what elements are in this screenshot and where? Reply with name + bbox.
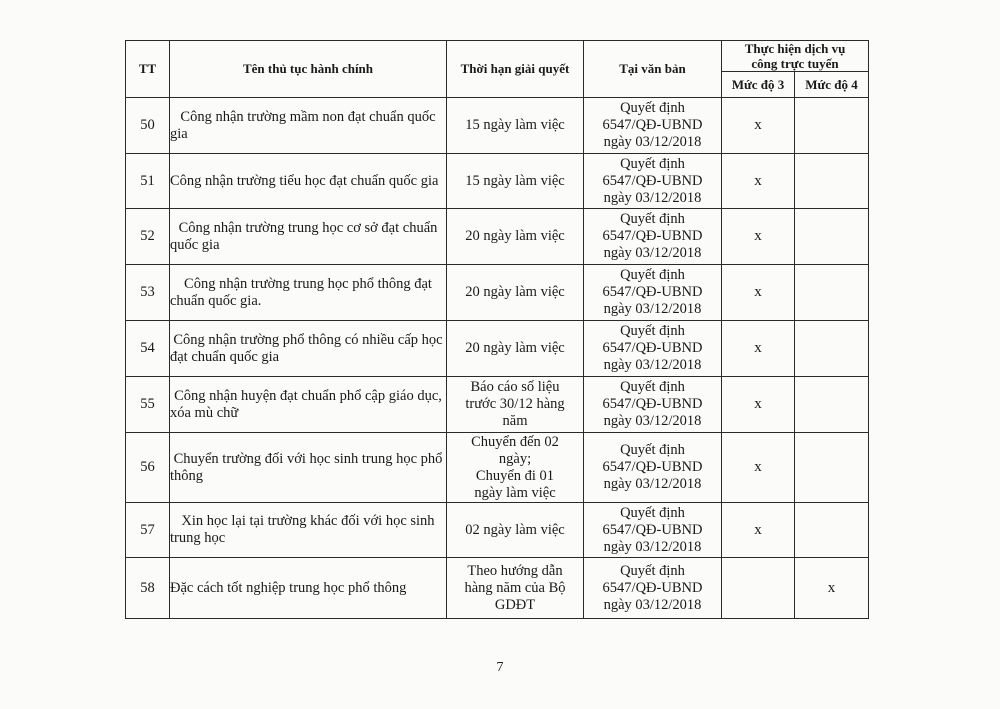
row-number: 54 xyxy=(126,321,170,377)
row-number: 51 xyxy=(126,154,170,209)
table-row xyxy=(126,321,869,377)
document-cell xyxy=(584,377,722,433)
deadline-line: Báo cáo số liệu xyxy=(470,379,560,395)
level4-mark xyxy=(795,154,869,209)
header-online-line1: Thực hiện dịch vụ xyxy=(744,41,846,56)
procedures-table xyxy=(125,40,869,619)
deadline-cell xyxy=(447,98,584,154)
document-line: 6547/QĐ-UBND xyxy=(602,579,703,596)
level4-mark xyxy=(795,503,869,558)
table-row xyxy=(126,209,869,265)
deadline-line: 20 ngày làm việc xyxy=(465,228,565,244)
document-line: ngày 03/12/2018 xyxy=(603,538,702,555)
level4-mark xyxy=(795,433,869,503)
deadline-cell xyxy=(447,377,584,433)
table-row xyxy=(126,558,869,619)
document-cell xyxy=(584,209,722,265)
level3-mark: x xyxy=(722,321,795,377)
row-number: 58 xyxy=(126,558,170,619)
table-row xyxy=(126,154,869,209)
row-number: 57 xyxy=(126,503,170,558)
document-line: 6547/QĐ-UBND xyxy=(602,340,703,356)
header-name: Tên thủ tục hành chính xyxy=(170,41,447,98)
deadline-cell xyxy=(447,433,584,503)
level3-mark: x xyxy=(722,154,795,209)
document-line: 6547/QĐ-UBND xyxy=(602,117,703,133)
header-level3: Mức độ 3 xyxy=(722,72,795,98)
level4-mark xyxy=(795,321,869,377)
document-line: Quyết định xyxy=(620,267,685,283)
document-line: 6547/QĐ-UBND xyxy=(602,459,703,475)
document-line: 6547/QĐ-UBND xyxy=(602,396,703,412)
document-line: ngày 03/12/2018 xyxy=(603,476,702,492)
deadline-cell xyxy=(447,209,584,265)
document-line: Quyết định xyxy=(620,504,685,521)
level3-mark: x xyxy=(722,503,795,558)
document-cell xyxy=(584,265,722,321)
header-level4: Mức độ 4 xyxy=(795,72,869,98)
table-row xyxy=(126,98,869,154)
row-number: 52 xyxy=(126,209,170,265)
procedure-name: Công nhận trường trung học cơ sở đạt chuẩn quốc gia xyxy=(170,209,447,265)
header-document: Tại văn bản xyxy=(584,41,722,98)
deadline-line: trước 30/12 hàng xyxy=(465,396,565,412)
level3-mark: x xyxy=(722,265,795,321)
deadline-line: GDĐT xyxy=(494,596,536,613)
procedure-name: Công nhận trường mầm non đạt chuẩn quốc gia xyxy=(170,98,447,154)
document-line: ngày 03/12/2018 xyxy=(603,596,702,613)
level3-mark: x xyxy=(722,377,795,433)
page-number: 7 xyxy=(496,660,504,675)
document-cell xyxy=(584,154,722,209)
document-line: Quyết định xyxy=(620,155,685,172)
deadline-line: năm xyxy=(502,413,528,429)
procedure-name: Công nhận trường tiểu học đạt chuẩn quốc gia xyxy=(170,154,447,209)
deadline-cell xyxy=(447,503,584,558)
deadline-line: Chuyển đi 01 xyxy=(475,467,555,484)
deadline-line: 20 ngày làm việc xyxy=(465,284,565,300)
row-number: 53 xyxy=(126,265,170,321)
document-line: ngày 03/12/2018 xyxy=(603,245,702,261)
level4-mark xyxy=(795,98,869,154)
procedure-name: Công nhận trường phổ thông có nhiều cấp học đạt chuẩn quốc gia xyxy=(170,321,447,377)
deadline-cell xyxy=(447,558,584,619)
document-line: 6547/QĐ-UBND xyxy=(602,521,703,538)
header-online-service xyxy=(722,41,869,72)
document-cell xyxy=(584,558,722,619)
deadline-cell xyxy=(447,321,584,377)
document-line: Quyết định xyxy=(620,379,685,395)
level3-mark: x xyxy=(722,209,795,265)
row-number: 55 xyxy=(126,377,170,433)
deadline-line: 02 ngày làm việc xyxy=(465,521,565,538)
deadline-line: 15 ngày làm việc xyxy=(465,117,565,133)
document-cell xyxy=(584,98,722,154)
row-number: 50 xyxy=(126,98,170,154)
table-row xyxy=(126,503,869,558)
table-row xyxy=(126,265,869,321)
document-line: 6547/QĐ-UBND xyxy=(602,228,703,244)
table-row xyxy=(126,433,869,503)
table-body xyxy=(126,98,869,619)
header-tt: TT xyxy=(126,41,170,98)
header-deadline: Thời hạn giải quyết xyxy=(447,41,584,98)
procedure-name: Đặc cách tốt nghiệp trung học phổ thông xyxy=(170,558,447,619)
procedure-name: Chuyển trường đối với học sinh trung học phổ thông xyxy=(170,433,447,503)
level4-mark: x xyxy=(795,558,869,619)
document-line: ngày 03/12/2018 xyxy=(603,134,702,150)
procedure-name: Xin học lại tại trường khác đối với học sinh trung học xyxy=(170,503,447,558)
deadline-line: 20 ngày làm việc xyxy=(465,340,565,356)
document-line: ngày 03/12/2018 xyxy=(603,189,702,206)
procedure-name: Công nhận trường trung học phổ thông đạt chuẩn quốc gia. xyxy=(170,265,447,321)
deadline-line: ngày làm việc xyxy=(474,484,556,501)
document-line: 6547/QĐ-UBND xyxy=(602,284,703,300)
deadline-cell xyxy=(447,154,584,209)
deadline-line: Theo hướng dẫn xyxy=(467,562,563,579)
level3-mark: x xyxy=(722,433,795,503)
deadline-cell xyxy=(447,265,584,321)
document-line: Quyết định xyxy=(620,323,685,339)
document-cell xyxy=(584,433,722,503)
level3-mark xyxy=(722,558,795,619)
deadline-line: Chuyển đến 02 xyxy=(471,433,559,450)
level4-mark xyxy=(795,377,869,433)
document-line: Quyết định xyxy=(620,100,685,116)
deadline-line: ngày; xyxy=(498,450,532,467)
level3-mark: x xyxy=(722,98,795,154)
document-line: 6547/QĐ-UBND xyxy=(602,172,703,189)
document-line: Quyết định xyxy=(620,562,685,579)
table-row xyxy=(126,377,869,433)
document-line: ngày 03/12/2018 xyxy=(603,357,702,373)
document-cell xyxy=(584,321,722,377)
deadline-line: 15 ngày làm việc xyxy=(465,172,565,189)
document-cell xyxy=(584,503,722,558)
document-line: ngày 03/12/2018 xyxy=(603,413,702,429)
document-line: ngày 03/12/2018 xyxy=(603,301,702,317)
document-line: Quyết định xyxy=(620,211,685,227)
header-online-line2: công trực tuyến xyxy=(751,56,839,71)
document-line: Quyết định xyxy=(620,442,685,458)
level4-mark xyxy=(795,209,869,265)
level4-mark xyxy=(795,265,869,321)
row-number: 56 xyxy=(126,433,170,503)
deadline-line: hàng năm của Bộ xyxy=(464,579,566,596)
procedure-name: Công nhận huyện đạt chuẩn phổ cập giáo dục, xóa mù chữ xyxy=(170,377,447,433)
